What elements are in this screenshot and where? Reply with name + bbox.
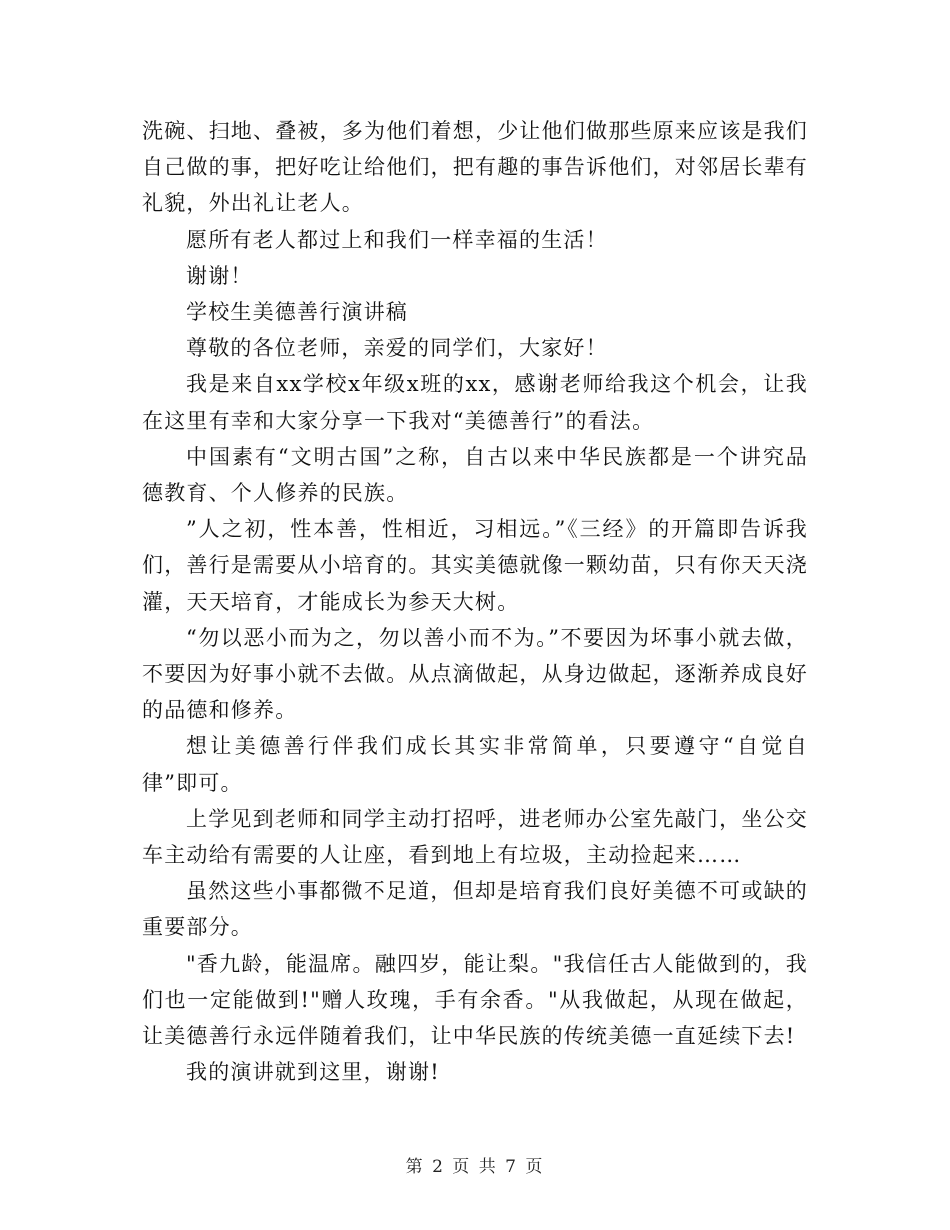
paragraph: 愿所有老人都过上和我们一样幸福的生活！	[186, 227, 608, 252]
paragraph: 洗碗、扫地、叠被，多为他们着想，少让他们做那些原来应该是我们自己做的事，把好吃让给他们，把有趣的事告诉他们，对邻居长辈有礼貌，外出礼让老人。	[142, 119, 808, 216]
paragraph: 中国素有“文明古国”之称，自古以来中华民族都是一个讲究品德教育、个人修养的民族。	[142, 444, 808, 506]
paragraph: 我是来自xx学校x年级x班的xx，感谢老师给我这个机会，让我在这里有幸和大家分享一下我对“美德善行”的看法。	[142, 372, 808, 433]
greeting: 尊敬的各位老师，亲爱的同学们，大家好！	[186, 336, 608, 361]
paragraph: 谢谢！	[186, 263, 253, 288]
page-number-footer: 第 2 页 共 7 页	[405, 1157, 545, 1177]
paragraph: 想让美德善行伴我们成长其实非常简单，只要遵守“自觉自律”即可。	[142, 734, 808, 795]
closing-line: 我的演讲就到这里，谢谢!	[186, 1060, 440, 1085]
document-body	[142, 113, 808, 1090]
paragraph: "香九龄，能温席。融四岁，能让梨。"我信任古人能做到的，我们也一定能做到!"赠人玫瑰，手有余香。"从我做起，从现在做起，让美德善行永远伴随着我们，让中华民族的传统美德一直延续下去!	[142, 951, 808, 1049]
paragraph: 虽然这些小事都微不足道，但却是培育我们良好美德不可或缺的重要部分。	[142, 879, 808, 940]
speech-title: 学校生美德善行演讲稿	[186, 300, 408, 325]
paragraph: ”人之初，性本善，性相近，习相远。”《三经》的开篇即告诉我们，善行是需要从小培育的。其实美德就像一颗幼苗，只有你天天浇灌，天天培育，才能成长为参天大树。	[142, 517, 808, 614]
paragraph: “勿以恶小而为之，勿以善小而不为。”不要因为坏事小就去做，不要因为好事小就不去做。从点滴做起，从身边做起，逐渐养成良好的品德和修养。	[142, 625, 808, 723]
paragraph: 上学见到老师和同学主动打招呼，进老师办公室先敲门，坐公交车主动给有需要的人让座，看到地上有垃圾，主动捡起来……	[142, 806, 808, 868]
